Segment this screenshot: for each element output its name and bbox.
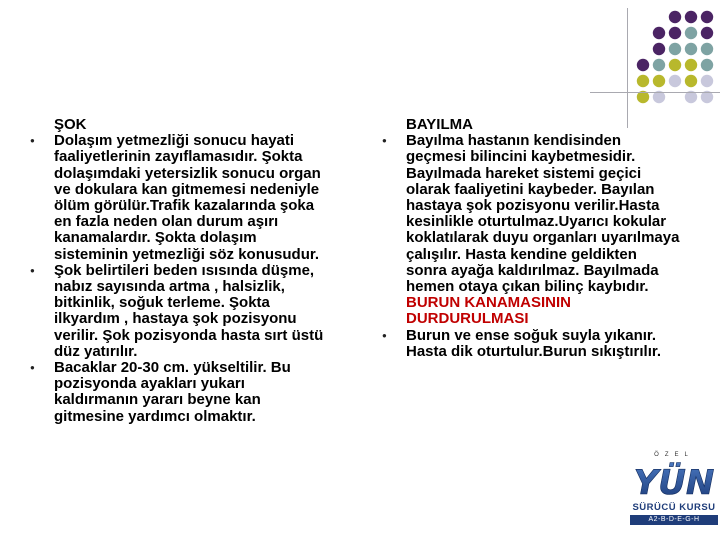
decorative-dot bbox=[653, 75, 665, 87]
red-subheading: BURUN KANAMASININ DURDURULMASI bbox=[406, 294, 571, 328]
decorative-dot bbox=[701, 11, 713, 23]
list-item-text: Dolaşım yetmezliği sonucu hayati faaliyetlerinin zayıflamasıdır. Şokta dolaşımdaki yetersizlik sonucu organ ve dokulara kan gitmemesi nedeniyle ölüm görülür.Trafik kazalarında şoka en fazla neden olan durum aşırı kanamalardır. Şokta dolaşım sisteminin yetmezliği söz konusudur. bbox=[54, 132, 321, 263]
decorative-dot bbox=[669, 59, 681, 71]
list-item bbox=[28, 263, 328, 360]
decorative-horizontal-line bbox=[590, 92, 720, 93]
decorative-dot bbox=[685, 43, 697, 55]
svg-text:YÜN: YÜN bbox=[633, 463, 715, 500]
decorative-dot bbox=[685, 75, 697, 87]
decorative-dot bbox=[637, 59, 649, 71]
driving-school-logo bbox=[628, 452, 720, 540]
decorative-dot bbox=[637, 75, 649, 87]
logo-license-classes: A2-B-D-E-G-H bbox=[630, 515, 718, 525]
decorative-dot bbox=[653, 27, 665, 39]
decorative-dot bbox=[701, 59, 713, 71]
list-item-text: Şok belirtileri beden ısısında düşme, nabız sayısında artma , halsizlik, bitkinlik, soğuk terleme. Şokta ilkyardım , hastaya şok pozisyonu verilir. Şok pozisyonda hasta sırt üstü düz yatırılır. bbox=[54, 261, 324, 360]
decorative-dot bbox=[701, 75, 713, 87]
logo-wordmark bbox=[628, 460, 720, 500]
decorative-dot bbox=[669, 43, 681, 55]
logo-tagline: ÖZEL bbox=[654, 452, 694, 458]
left-column bbox=[28, 117, 328, 425]
decorative-dot bbox=[669, 11, 681, 23]
right-heading: BAYILMA bbox=[406, 116, 473, 133]
decorative-dot bbox=[653, 43, 665, 55]
logo-subtitle: SÜRÜCÜ KURSU bbox=[632, 502, 716, 513]
decorative-dot bbox=[685, 59, 697, 71]
bullet-icon: ● bbox=[382, 136, 387, 146]
bullet-icon: ● bbox=[30, 265, 35, 275]
list-item bbox=[380, 133, 680, 295]
decorative-dot bbox=[653, 59, 665, 71]
decorative-dot bbox=[701, 27, 713, 39]
list-item-text: Burun ve ense soğuk suyla yıkanır. Hasta dik oturtulur.Burun sıkıştırılır. bbox=[406, 326, 662, 360]
right-column bbox=[380, 117, 680, 360]
decorative-dot bbox=[685, 11, 697, 23]
list-item bbox=[380, 328, 680, 360]
decorative-vertical-line bbox=[627, 8, 628, 128]
decorative-dot bbox=[685, 27, 697, 39]
bullet-icon: ● bbox=[382, 330, 387, 340]
list-item bbox=[28, 133, 328, 263]
list-item-text: Bayılma hastanın kendisinden geçmesi bilincini kaybetmesidir. Bayılmada hareket sistemi geçici olarak faaliyetini kaybeder. Bayılan hastaya şok pozisyonu verilir.Hasta kesinlikle oturtulmaz.Uyarıcı kokular koklatılarak duyu organları uyarılmaya çalışılır. Hasta kendine geldikten sonra ayağa kaldırılmaz. Bayılmada hemen otaya çıkan bilinç kaybıdır. bbox=[406, 132, 680, 296]
bullet-icon: ● bbox=[30, 136, 35, 146]
bullet-icon: ● bbox=[30, 363, 35, 373]
decorative-dot bbox=[669, 27, 681, 39]
decorative-dot bbox=[669, 75, 681, 87]
list-item bbox=[28, 360, 328, 425]
list-item-text: Bacaklar 20-30 cm. yükseltilir. Bu pozisyonda ayakları yukarı kaldırmanın yararı beyne kan gitmesine yardımcı olmaktır. bbox=[54, 359, 291, 425]
decorative-dot bbox=[701, 43, 713, 55]
decorative-dot-grid bbox=[636, 10, 720, 110]
left-heading: ŞOK bbox=[54, 116, 87, 133]
